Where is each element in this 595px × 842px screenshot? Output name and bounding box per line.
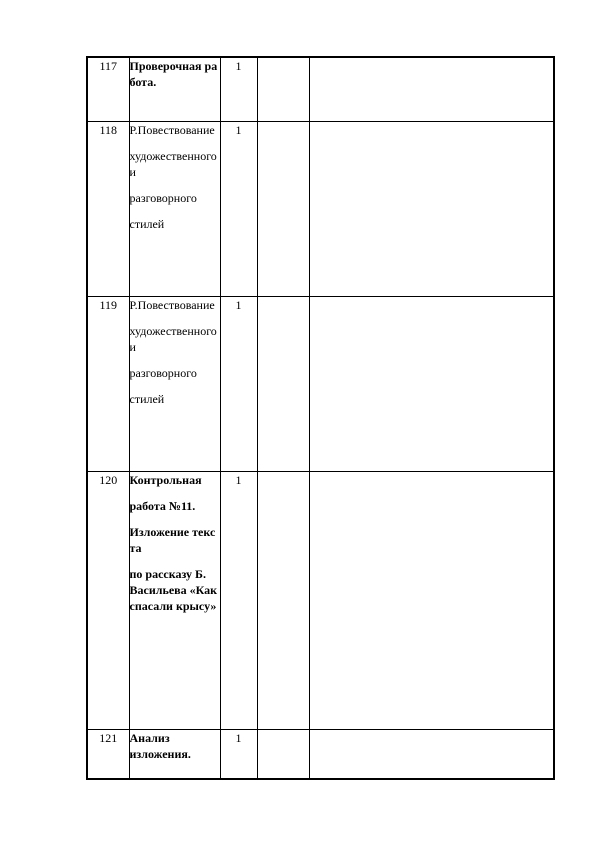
lesson-date [257,729,309,779]
lesson-notes [309,121,554,296]
lesson-number: 117 [87,57,129,121]
lesson-number: 118 [87,121,129,296]
lesson-number: 120 [87,471,129,729]
topic-line: Контрольная [129,472,202,487]
table-row [87,471,554,729]
topic-line: Изложение текста [129,524,216,555]
lesson-topic [129,729,220,779]
lesson-notes [309,296,554,471]
lesson-hours: 1 [220,729,257,779]
topic-line: по рассказу Б. Васильева «Как спасали крысу» [129,566,218,613]
table-row [87,729,554,779]
lesson-topic [129,57,220,121]
lesson-topic [129,121,220,296]
lesson-date [257,471,309,729]
lesson-number: 121 [87,729,129,779]
lesson-topic [129,296,220,471]
lesson-date [257,57,309,121]
lesson-date [257,296,309,471]
topic-line: стилей [129,391,165,406]
lesson-plan-table [86,56,555,780]
topic-line: Р.Повествование [129,297,215,312]
lesson-notes [309,471,554,729]
lesson-hours: 1 [220,296,257,471]
lesson-topic [129,471,220,729]
topic-line: стилей [129,216,165,231]
topic-line: разговорного [129,365,197,380]
topic-line: Р.Повествование [129,122,215,137]
topic-line: разговорного [129,190,197,205]
topic-line: художественного и [129,148,217,179]
topic-line: Анализ изложения. [129,730,191,761]
lesson-date [257,121,309,296]
table-row [87,57,554,121]
lesson-hours: 1 [220,471,257,729]
lesson-notes [309,57,554,121]
topic-line: Проверочная работа. [129,59,218,89]
table-row [87,121,554,296]
topic-line: работа №11. [129,498,196,513]
table-row [87,296,554,471]
topic-line: художественного и [129,323,217,354]
lesson-number: 119 [87,296,129,471]
lesson-notes [309,729,554,779]
lesson-hours: 1 [220,121,257,296]
lesson-hours: 1 [220,57,257,121]
